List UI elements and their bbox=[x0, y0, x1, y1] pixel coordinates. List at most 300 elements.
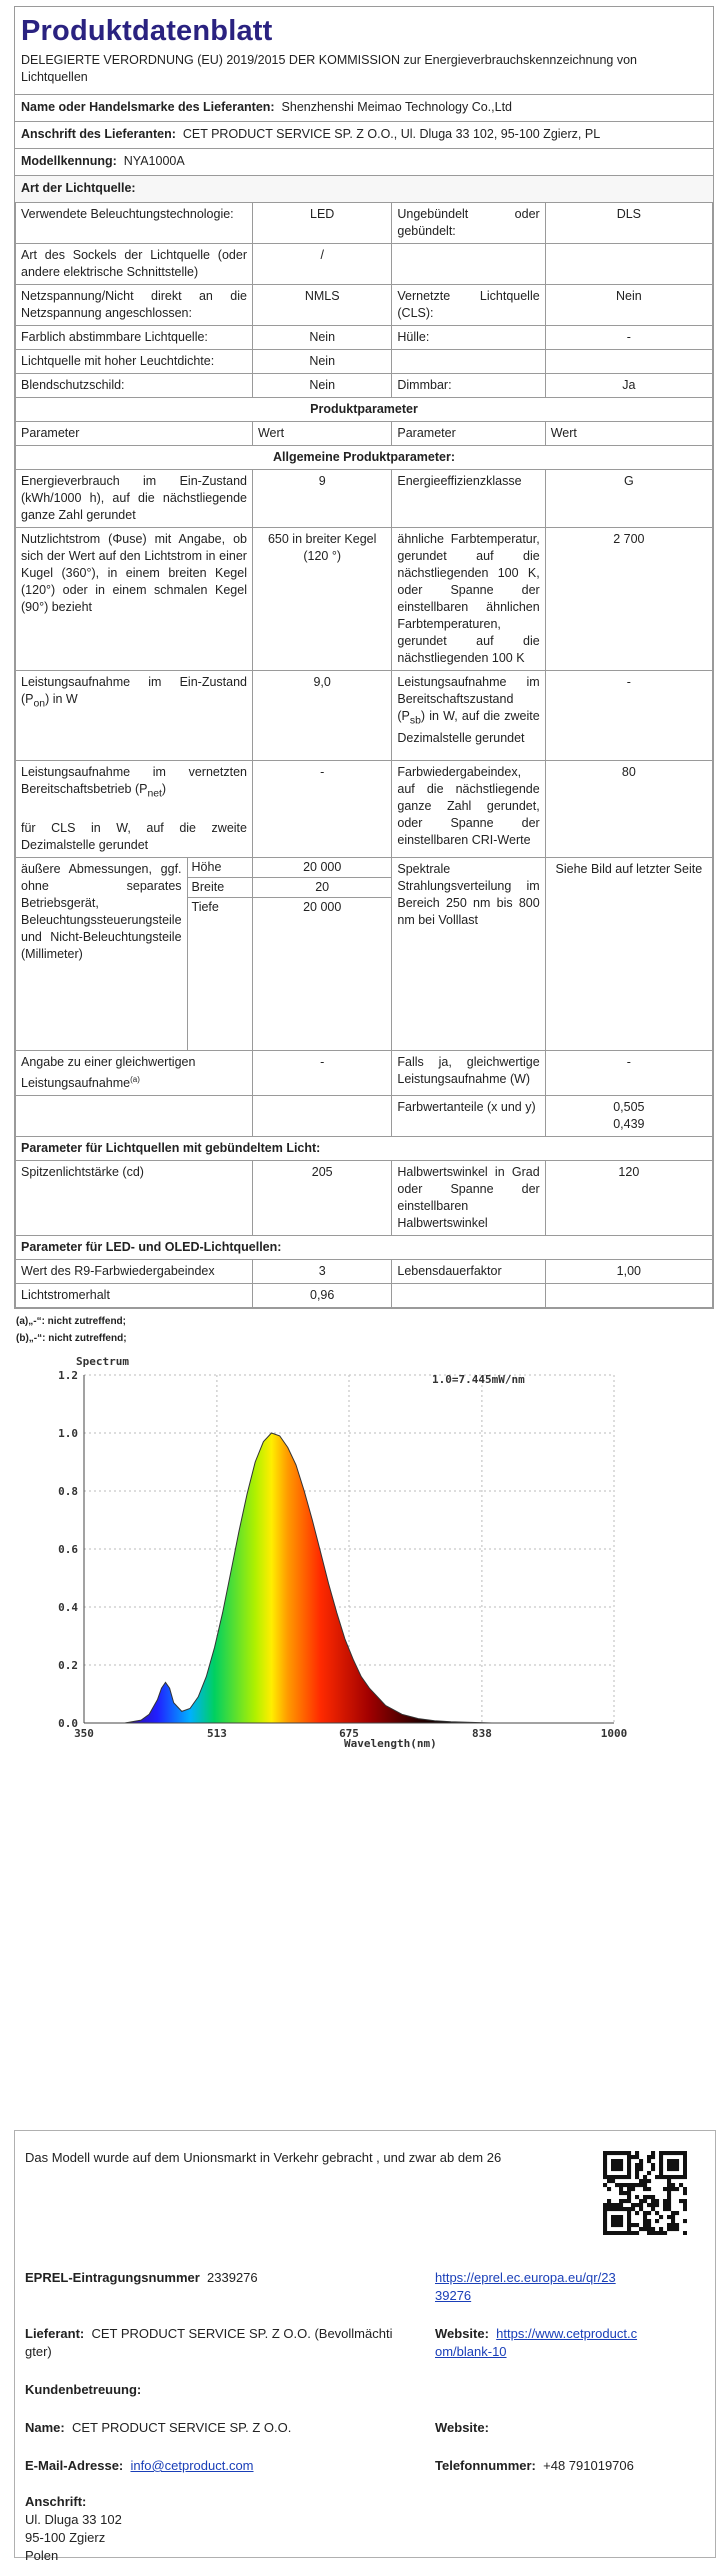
qr-module bbox=[647, 2155, 651, 2159]
table-row bbox=[16, 244, 713, 285]
x-tick-label: 513 bbox=[206, 1726, 227, 1740]
email-row bbox=[25, 2457, 254, 2475]
qr-module bbox=[615, 2175, 619, 2179]
qr-module bbox=[603, 2155, 607, 2159]
qr-module bbox=[647, 2171, 651, 2175]
chromaticity-x: 0,505 bbox=[613, 1099, 645, 1114]
qr-module bbox=[683, 2167, 687, 2171]
qr-module bbox=[643, 2211, 647, 2215]
supplier-value-line2: gter) bbox=[25, 2344, 52, 2359]
qr-module bbox=[651, 2227, 655, 2231]
supplier-name-label: Name oder Handelsmarke des Lieferanten: bbox=[21, 100, 275, 114]
qr-module bbox=[607, 2175, 611, 2179]
qr-module bbox=[603, 2171, 607, 2175]
qr-module bbox=[627, 2159, 631, 2163]
qr-module bbox=[675, 2151, 679, 2155]
qr-module bbox=[675, 2211, 679, 2215]
qr-module bbox=[671, 2215, 675, 2219]
led-params-header: Parameter für LED- und OLED-Lichtquellen: bbox=[16, 1235, 713, 1259]
qr-module bbox=[659, 2155, 663, 2159]
qr-module bbox=[627, 2183, 631, 2187]
energy-label: Energieverbrauch im Ein-Zustand (kWh/1000 h), auf die nächstliegende ganze Zahl gerundet bbox=[16, 470, 253, 528]
qr-module bbox=[675, 2175, 679, 2179]
qr-module bbox=[667, 2187, 671, 2191]
qr-module bbox=[627, 2219, 631, 2223]
supplier-address-label: Anschrift des Lieferanten: bbox=[21, 127, 176, 141]
empty-cell bbox=[392, 244, 545, 285]
pnet-label-close: ) bbox=[161, 782, 167, 796]
connected-label: Vernetzte Lichtquelle (CLS): bbox=[392, 285, 545, 326]
qr-module bbox=[627, 2223, 631, 2227]
qr-module bbox=[603, 2163, 607, 2167]
equivalent-label bbox=[16, 1050, 253, 1095]
qr-module bbox=[603, 2175, 607, 2179]
qr-module bbox=[635, 2231, 639, 2235]
qr-module bbox=[659, 2175, 663, 2179]
qr-module bbox=[623, 2175, 627, 2179]
qr-module bbox=[603, 2227, 607, 2231]
qr-module bbox=[643, 2219, 647, 2223]
email-label: E-Mail-Adresse: bbox=[25, 2458, 124, 2473]
y-tick-label: 0.8 bbox=[58, 1484, 78, 1498]
qr-module bbox=[631, 2183, 635, 2187]
psb-subscript: sb bbox=[409, 715, 421, 727]
qr-module bbox=[651, 2199, 655, 2203]
qr-module bbox=[619, 2175, 623, 2179]
qr-module bbox=[635, 2223, 639, 2227]
light-source-type-header: Art der Lichtquelle: bbox=[15, 175, 713, 202]
qr-module bbox=[607, 2231, 611, 2235]
psb-value: - bbox=[545, 671, 712, 761]
qr-module bbox=[615, 2215, 619, 2219]
qr-module bbox=[683, 2199, 687, 2203]
empty-cell bbox=[16, 1095, 253, 1136]
qr-module bbox=[615, 2203, 619, 2207]
qr-module bbox=[627, 2171, 631, 2175]
qr-module bbox=[647, 2219, 651, 2223]
qr-module bbox=[643, 2195, 647, 2199]
empty-cell bbox=[545, 350, 712, 374]
glare-label: Blendschutzschild: bbox=[16, 374, 253, 398]
qr-module bbox=[627, 2207, 631, 2211]
table-row bbox=[16, 398, 713, 422]
qr-module bbox=[663, 2187, 667, 2191]
chart-title: Spectrum bbox=[76, 1354, 129, 1368]
pon-label-unit: ) in W bbox=[45, 692, 78, 706]
qr-module bbox=[679, 2183, 683, 2187]
qr-module bbox=[671, 2159, 675, 2163]
psb-label-text: Leistungsaufnahme im Bereitschaftszustand (P bbox=[397, 675, 540, 723]
qr-module bbox=[631, 2187, 635, 2191]
qr-module bbox=[619, 2203, 623, 2207]
qr-module bbox=[619, 2219, 623, 2223]
psb-label-unit: ) in W, auf die zweite Dezimalstelle gerundet bbox=[397, 709, 540, 745]
qr-module bbox=[651, 2167, 655, 2171]
supplier-name: Shenzhenshi Meimao Technology Co.,Ltd bbox=[281, 100, 512, 114]
pnet-label bbox=[16, 761, 253, 858]
focus-value: DLS bbox=[545, 203, 712, 244]
qr-module bbox=[651, 2207, 655, 2211]
pon-value: 9,0 bbox=[252, 671, 391, 761]
spectrum-svg bbox=[14, 1351, 714, 1761]
table-row bbox=[16, 1259, 713, 1283]
depth-value: 20 000 bbox=[303, 899, 342, 914]
eprel-link[interactable] bbox=[435, 2269, 616, 2305]
eprel-row bbox=[25, 2269, 258, 2287]
x-tick-label: 350 bbox=[74, 1726, 94, 1740]
supplier-name-row bbox=[15, 94, 713, 121]
model-label: Modellkennung: bbox=[21, 154, 117, 168]
qr-module bbox=[667, 2179, 671, 2183]
qr-module bbox=[647, 2211, 651, 2215]
tech-value: LED bbox=[252, 203, 391, 244]
qr-module bbox=[639, 2167, 643, 2171]
qr-module bbox=[607, 2179, 611, 2183]
pon-label bbox=[16, 671, 253, 761]
chart-annotation: 1.0=7.445mW/nm bbox=[432, 1372, 525, 1386]
qr-module bbox=[619, 2199, 623, 2203]
qr-module bbox=[635, 2175, 639, 2179]
table-row bbox=[253, 897, 391, 1050]
qr-module bbox=[659, 2215, 663, 2219]
glare-value: Nein bbox=[252, 374, 391, 398]
qr-module bbox=[631, 2203, 635, 2207]
qr-module bbox=[675, 2167, 679, 2171]
qr-module bbox=[627, 2191, 631, 2195]
lumen-maintenance-label: Lichtstromerhalt bbox=[16, 1283, 253, 1307]
qr-module bbox=[659, 2227, 663, 2231]
qr-module bbox=[623, 2231, 627, 2235]
qr-module bbox=[683, 2191, 687, 2195]
table-row bbox=[16, 1235, 713, 1259]
support-name-row bbox=[25, 2419, 291, 2437]
data-sheet bbox=[14, 6, 714, 1309]
website-row bbox=[435, 2325, 637, 2361]
eprel-link-line2[interactable]: 39276 bbox=[435, 2288, 472, 2303]
colour-label: Farblich abstimmbare Lichtquelle: bbox=[16, 326, 253, 350]
qr-module bbox=[603, 2223, 607, 2227]
qr-module bbox=[635, 2203, 639, 2207]
footnote-a-text: „-“: nicht zutreffend; bbox=[28, 1315, 126, 1327]
socket-label: Art des Sockels der Lichtquelle (oder andere elektrische Schnittstelle) bbox=[16, 244, 253, 285]
qr-module bbox=[647, 2195, 651, 2199]
qr-module bbox=[647, 2231, 651, 2235]
qr-module bbox=[619, 2223, 623, 2227]
table-row bbox=[16, 285, 713, 326]
qr-module bbox=[647, 2223, 651, 2227]
support-website-row bbox=[435, 2419, 489, 2437]
qr-module bbox=[627, 2167, 631, 2171]
qr-module bbox=[671, 2219, 675, 2223]
table-row bbox=[253, 877, 391, 897]
qr-module bbox=[651, 2203, 655, 2207]
qr-module bbox=[627, 2199, 631, 2203]
page-title: Produktdatenblatt bbox=[21, 15, 273, 47]
qr-module bbox=[683, 2207, 687, 2211]
qr-module bbox=[607, 2199, 611, 2203]
website-link-line2[interactable]: om/blank-10 bbox=[435, 2344, 507, 2359]
survival-factor-label: Lebensdauerfaktor bbox=[392, 1259, 545, 1283]
qr-module bbox=[655, 2203, 659, 2207]
qr-module bbox=[655, 2219, 659, 2223]
pnet-label-detail: für CLS in W, auf die zweite Dezimalstelle gerundet bbox=[21, 820, 247, 852]
qr-module bbox=[631, 2231, 635, 2235]
pon-label-text: Leistungsaufnahme im Ein-Zustand (P bbox=[21, 675, 247, 706]
height-value: 20 000 bbox=[253, 858, 391, 878]
qr-module bbox=[663, 2151, 667, 2155]
tech-label: Verwendete Beleuchtungstechnologie: bbox=[16, 203, 253, 244]
pon-subscript: on bbox=[33, 698, 46, 710]
qr-module bbox=[683, 2151, 687, 2155]
pnet-label-text: Leistungsaufnahme im vernetzten Bereitschaftsbetrieb (P bbox=[21, 765, 247, 796]
dimensions-label: äußere Abmessungen, ggf. ohne separates Betriebsgerät, Beleuchtungssteuerungsteile und Nicht-Beleuchtungsteile (Millimeter) bbox=[16, 858, 187, 1050]
phone-label: Telefonnummer: bbox=[435, 2458, 536, 2473]
qr-module bbox=[611, 2163, 615, 2167]
y-tick-label: 0.4 bbox=[58, 1600, 78, 1614]
qr-module bbox=[659, 2167, 663, 2171]
qr-module bbox=[683, 2163, 687, 2167]
qr-module bbox=[667, 2195, 671, 2199]
colour-value: Nein bbox=[252, 326, 391, 350]
qr-module bbox=[615, 2159, 619, 2163]
qr-module bbox=[611, 2223, 615, 2227]
qr-module bbox=[647, 2179, 651, 2183]
supplier-address: CET PRODUCT SERVICE SP. Z O.O., Ul. Dluga 33 102, 95-100 Zgierz, PL bbox=[182, 127, 601, 141]
eprel-number: 2339276 bbox=[207, 2270, 258, 2285]
qr-module bbox=[683, 2159, 687, 2163]
general-params-header: Allgemeine Produktparameter: bbox=[16, 446, 713, 470]
lumen-maintenance-value: 0,96 bbox=[252, 1283, 391, 1307]
email-link[interactable]: info@cetproduct.com bbox=[130, 2458, 254, 2473]
qr-module bbox=[627, 2151, 631, 2155]
mains-label: Netzspannung/Nicht direkt an die Netzspannung angeschlossen: bbox=[16, 285, 253, 326]
address-line1: Ul. Dluga 33 102 bbox=[25, 2512, 122, 2527]
table-row bbox=[16, 761, 713, 858]
qr-module bbox=[635, 2151, 639, 2155]
model-id: NYA1000A bbox=[123, 154, 185, 168]
col-header-value: Wert bbox=[545, 422, 712, 446]
qr-module bbox=[663, 2203, 667, 2207]
eprel-label: EPREL-Eintragungsnummer bbox=[25, 2270, 200, 2285]
peak-intensity-value: 205 bbox=[252, 1160, 391, 1235]
y-tick-label: 1.2 bbox=[58, 1368, 78, 1382]
qr-module bbox=[663, 2175, 667, 2179]
depth-label: Tiefe bbox=[191, 899, 219, 914]
qr-module bbox=[651, 2231, 655, 2235]
qr-module bbox=[619, 2159, 623, 2163]
col-header-param: Parameter bbox=[392, 422, 545, 446]
qr-module bbox=[671, 2175, 675, 2179]
footnote-a-mark: (a) bbox=[16, 1315, 29, 1327]
address-block bbox=[25, 2493, 122, 2565]
qr-module bbox=[651, 2195, 655, 2199]
qr-module bbox=[667, 2159, 671, 2163]
qr-module bbox=[619, 2167, 623, 2171]
footnote-b-mark: (b) bbox=[16, 1332, 29, 1344]
footnotes bbox=[14, 1309, 714, 1351]
empty-cell bbox=[392, 1283, 545, 1307]
address-line3: Polen bbox=[25, 2548, 59, 2563]
table-row bbox=[16, 1136, 713, 1160]
qr-module bbox=[679, 2151, 683, 2155]
qr-module bbox=[615, 2231, 619, 2235]
qr-module bbox=[639, 2163, 643, 2167]
qr-module bbox=[639, 2203, 643, 2207]
table-row bbox=[16, 671, 713, 761]
regulation-subtitle: DELEGIERTE VERORDNUNG (EU) 2019/2015 DER KOMMISSION zur Energieverbrauchskennzeichnung von Lichtquellen bbox=[21, 53, 637, 84]
qr-module bbox=[619, 2231, 623, 2235]
table-row bbox=[16, 446, 713, 470]
qr-module bbox=[667, 2183, 671, 2187]
qr-module bbox=[607, 2207, 611, 2211]
supplier-row bbox=[25, 2325, 425, 2361]
qr-module bbox=[643, 2187, 647, 2191]
support-label-text: Kundenbetreuung: bbox=[25, 2382, 142, 2397]
table-row bbox=[16, 1160, 713, 1235]
equivalent-power-value: - bbox=[545, 1050, 712, 1095]
r9-label: Wert des R9-Farbwiedergabeindex bbox=[16, 1259, 253, 1283]
eprel-link-line1[interactable]: https://eprel.ec.europa.eu/qr/23 bbox=[435, 2270, 616, 2285]
cri-value: 80 bbox=[545, 761, 712, 858]
x-tick-label: 675 bbox=[339, 1726, 359, 1740]
dimensions-table bbox=[16, 858, 252, 1050]
market-text: Das Modell wurde auf dem Unionsmarkt in Verkehr gebracht , und zwar ab dem 26 bbox=[25, 2150, 502, 2165]
phone-row bbox=[435, 2457, 634, 2475]
chromaticity-y: 0,439 bbox=[613, 1116, 645, 1131]
dimensions-cell bbox=[16, 857, 253, 1050]
qr-module bbox=[655, 2175, 659, 2179]
dimmable-value: Ja bbox=[545, 374, 712, 398]
qr-code-icon[interactable] bbox=[603, 2151, 687, 2235]
qr-module bbox=[623, 2191, 627, 2195]
spd-value: Siehe Bild auf letzter Seite bbox=[545, 857, 712, 1050]
table-row bbox=[16, 1050, 713, 1095]
qr-module bbox=[635, 2167, 639, 2171]
footer-info bbox=[14, 2130, 716, 2563]
table-row bbox=[16, 203, 713, 244]
qr-module bbox=[639, 2179, 643, 2183]
qr-module bbox=[607, 2151, 611, 2155]
qr-module bbox=[667, 2215, 671, 2219]
qr-module bbox=[667, 2167, 671, 2171]
model-row bbox=[15, 148, 713, 175]
qr-module bbox=[627, 2227, 631, 2231]
qr-module bbox=[643, 2223, 647, 2227]
connected-value: Nein bbox=[545, 285, 712, 326]
width-value: 20 bbox=[253, 877, 391, 897]
qr-module bbox=[647, 2187, 651, 2191]
qr-module bbox=[603, 2167, 607, 2171]
qr-module bbox=[667, 2163, 671, 2167]
qr-module bbox=[683, 2203, 687, 2207]
qr-module bbox=[603, 2219, 607, 2223]
empty-cell bbox=[392, 350, 545, 374]
x-tick-label: 838 bbox=[471, 1726, 492, 1740]
empty-cell bbox=[252, 1095, 391, 1136]
qr-module bbox=[603, 2151, 607, 2155]
qr-module bbox=[603, 2211, 607, 2215]
qr-module bbox=[671, 2211, 675, 2215]
qr-module bbox=[667, 2191, 671, 2195]
qr-module bbox=[627, 2187, 631, 2191]
qr-module bbox=[683, 2175, 687, 2179]
qr-module bbox=[651, 2155, 655, 2159]
table-row bbox=[16, 374, 713, 398]
qr-module bbox=[639, 2199, 643, 2203]
qr-module bbox=[603, 2231, 607, 2235]
y-tick-label: 0.2 bbox=[58, 1658, 78, 1672]
high-luminance-label: Lichtquelle mit hoher Leuchtdichte: bbox=[16, 350, 253, 374]
qr-module bbox=[611, 2179, 615, 2183]
support-label bbox=[25, 2381, 141, 2399]
qr-module bbox=[639, 2227, 643, 2231]
qr-module bbox=[603, 2159, 607, 2163]
address-line2: 95-100 Zgierz bbox=[25, 2530, 106, 2545]
qr-module bbox=[615, 2207, 619, 2211]
qr-module bbox=[675, 2223, 679, 2227]
qr-module bbox=[683, 2171, 687, 2175]
x-tick-label: 1000 bbox=[600, 1726, 628, 1740]
qr-module bbox=[667, 2175, 671, 2179]
y-tick-label: 0.6 bbox=[58, 1542, 78, 1556]
survival-factor-value: 1,00 bbox=[545, 1259, 712, 1283]
qr-module bbox=[631, 2207, 635, 2211]
empty-cell bbox=[545, 244, 712, 285]
qr-module bbox=[667, 2151, 671, 2155]
focus-label: Ungebündelt oder gebündelt: bbox=[392, 203, 545, 244]
qr-module bbox=[651, 2163, 655, 2167]
col-header-param: Parameter bbox=[16, 422, 253, 446]
qr-module bbox=[611, 2231, 615, 2235]
qr-module bbox=[631, 2155, 635, 2159]
qr-module bbox=[635, 2211, 639, 2215]
qr-module bbox=[611, 2207, 615, 2211]
qr-module bbox=[611, 2167, 615, 2171]
dls-params-header: Parameter für Lichtquellen mit gebündeltem Licht: bbox=[16, 1136, 713, 1160]
qr-module bbox=[611, 2219, 615, 2223]
qr-module bbox=[631, 2223, 635, 2227]
equivalent-footnote-mark: (a) bbox=[130, 1074, 140, 1084]
qr-module bbox=[611, 2215, 615, 2219]
high-luminance-value: Nein bbox=[252, 350, 391, 374]
qr-module bbox=[639, 2207, 643, 2211]
qr-module bbox=[667, 2227, 671, 2231]
footnote-b-text: „-“: nicht zutreffend; bbox=[28, 1332, 127, 1344]
table-row bbox=[16, 350, 713, 374]
y-tick-label: 0.0 bbox=[58, 1716, 78, 1730]
support-website-label: Website: bbox=[435, 2420, 489, 2435]
qr-module bbox=[623, 2183, 627, 2187]
pnet-value: - bbox=[252, 761, 391, 858]
qr-module bbox=[627, 2155, 631, 2159]
qr-module bbox=[671, 2223, 675, 2227]
y-tick-label: 1.0 bbox=[58, 1426, 78, 1440]
qr-module bbox=[659, 2231, 663, 2235]
qr-module bbox=[619, 2163, 623, 2167]
qr-module bbox=[627, 2195, 631, 2199]
psb-label bbox=[392, 671, 545, 761]
chromaticity-values bbox=[545, 1095, 712, 1136]
website-link-line1[interactable]: https://www.cetproduct.c bbox=[496, 2326, 638, 2341]
qr-module bbox=[659, 2151, 663, 2155]
envelope-label: Hülle: bbox=[392, 326, 545, 350]
energy-value: 9 bbox=[252, 470, 391, 528]
qr-module bbox=[655, 2211, 659, 2215]
qr-module bbox=[643, 2183, 647, 2187]
supplier-address-row bbox=[15, 121, 713, 148]
table-row bbox=[16, 422, 713, 446]
qr-module bbox=[615, 2163, 619, 2167]
